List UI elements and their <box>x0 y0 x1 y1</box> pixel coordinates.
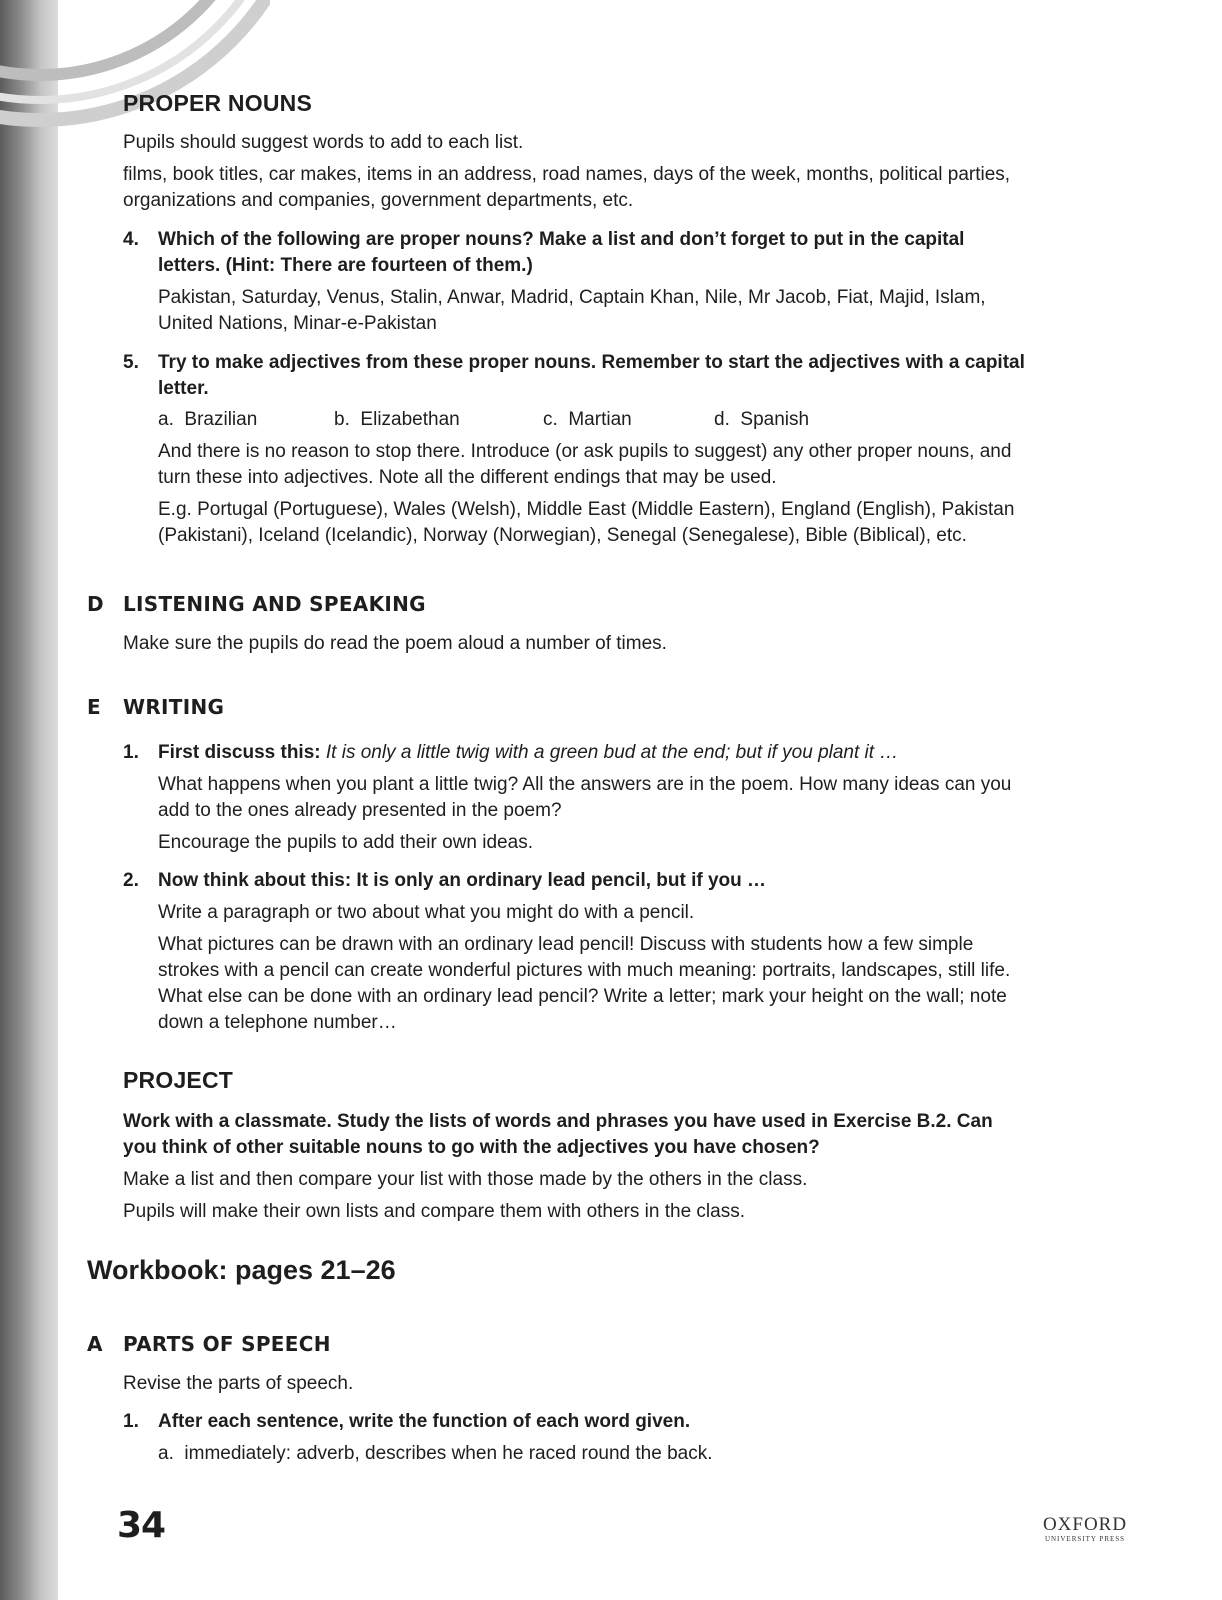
question-4-answer-line2: United Nations, Minar-e-Pakistan <box>158 313 437 334</box>
section-a-title: PARTS OF SPEECH <box>123 1332 331 1356</box>
section-d-text: Make sure the pupils do read the poem aloud a number of times. <box>123 633 667 654</box>
section-a-text: Revise the parts of speech. <box>123 1373 354 1394</box>
option-d <box>714 407 809 433</box>
option-a <box>158 407 257 433</box>
question-5-para2-line1: E.g. Portugal (Portuguese), Wales (Welsh), Middle East (Middle Eastern), England (English), Pakistan <box>158 499 1015 520</box>
option-b-letter: b. <box>334 409 350 430</box>
writing-q2-line2: Write a paragraph or two about what you might do with a pencil. <box>158 902 695 923</box>
proper-nouns-heading: PROPER NOUNS <box>123 90 312 116</box>
project-bold-line2: you think of other suitable nouns to go with the adjectives you have chosen? <box>123 1137 820 1158</box>
project-line4: Pupils will make their own lists and compare them with others in the class. <box>123 1201 745 1222</box>
writing-q1-bold: First discuss this: <box>158 742 321 763</box>
writing-q1-italic: It is only a little twig with a green bud at the end; but if you plant it … <box>325 742 899 763</box>
workbook-heading: Workbook: pages 21–26 <box>87 1255 396 1285</box>
proper-nouns-list-line1: films, book titles, car makes, items in an address, road names, days of the week, months, political parties, <box>123 164 1011 185</box>
project-bold-line1: Work with a classmate. Study the lists of words and phrases you have used in Exercise B.2. Can <box>123 1111 993 1132</box>
proper-nouns-intro: Pupils should suggest words to add to each list. <box>123 132 524 153</box>
question-5-number: 5. <box>123 352 139 373</box>
section-e-letter: E <box>87 695 101 719</box>
option-c-letter: c. <box>543 409 558 430</box>
question-5-line1: Try to make adjectives from these proper nouns. Remember to start the adjectives with a capital <box>158 352 1025 373</box>
section-a-letter: A <box>87 1332 103 1356</box>
writing-q2-para-line2: strokes with a pencil can create wonderful pictures with much meaning: portraits, landscapes, still life. <box>158 960 1011 981</box>
writing-q1-line1 <box>158 740 898 766</box>
parts-q1-item-a <box>158 1441 713 1467</box>
section-d-letter: D <box>87 592 104 616</box>
option-c <box>543 407 632 433</box>
publisher-subtitle: UNIVERSITY PRESS <box>1044 1535 1126 1543</box>
oxford-university-press-logo <box>1030 1515 1140 1544</box>
writing-q2-para-line3: What else can be done with an ordinary lead pencil? Write a letter; mark your height on the wall; note <box>158 986 1007 1007</box>
writing-q2-para-line1: What pictures can be drawn with an ordinary lead pencil! Discuss with students how a few simple <box>158 934 974 955</box>
section-e-title: WRITING <box>123 695 225 719</box>
question-4-line1: Which of the following are proper nouns? Make a list and don’t forget to put in the capital <box>158 229 965 250</box>
page-number: 34 <box>117 1505 166 1546</box>
writing-q1-number: 1. <box>123 742 139 763</box>
parts-q1-item-a-letter: a. <box>158 1443 174 1464</box>
writing-q1-line2: What happens when you plant a little twig? All the answers are in the poem. How many ideas can you <box>158 774 1012 795</box>
writing-q2-para-line4: down a telephone number… <box>158 1012 397 1033</box>
parts-q1-item-a-text: immediately: adverb, describes when he raced round the back. <box>184 1443 713 1464</box>
question-5-para1-line1: And there is no reason to stop there. Introduce (or ask pupils to suggest) any other proper nouns, and <box>158 441 1012 462</box>
option-d-letter: d. <box>714 409 730 430</box>
option-d-text: Spanish <box>740 409 810 430</box>
option-b <box>334 407 460 433</box>
project-line3: Make a list and then compare your list with those made by the others in the class. <box>123 1169 808 1190</box>
parts-q1-number: 1. <box>123 1411 139 1432</box>
parts-q1-bold: After each sentence, write the function of each word given. <box>158 1411 691 1432</box>
option-a-text: Brazilian <box>184 409 258 430</box>
question-4-answer-line1: Pakistan, Saturday, Venus, Stalin, Anwar, Madrid, Captain Khan, Nile, Mr Jacob, Fiat, Majid, Islam, <box>158 287 986 308</box>
writing-q1-line3: add to the ones already presented in the poem? <box>158 800 562 821</box>
question-4-line2: letters. (Hint: There are fourteen of them.) <box>158 255 533 276</box>
project-heading: PROJECT <box>123 1067 234 1093</box>
question-5-line2: letter. <box>158 378 209 399</box>
section-d-title: LISTENING AND SPEAKING <box>123 592 426 616</box>
question-5-para1-line2: turn these into adjectives. Note all the different endings that may be used. <box>158 467 777 488</box>
question-4-number: 4. <box>123 229 139 250</box>
option-a-letter: a. <box>158 409 174 430</box>
writing-q2-number: 2. <box>123 870 139 891</box>
option-b-text: Elizabethan <box>360 409 460 430</box>
option-c-text: Martian <box>568 409 632 430</box>
proper-nouns-list-line2: organizations and companies, government departments, etc. <box>123 190 634 211</box>
question-5-para2-line2: (Pakistani), Iceland (Icelandic), Norway (Norwegian), Senegal (Senegalese), Bible (Biblical), etc. <box>158 525 967 546</box>
writing-q1-line4: Encourage the pupils to add their own ideas. <box>158 832 533 853</box>
publisher-name: OXFORD <box>1042 1514 1128 1535</box>
writing-q2-bold: Now think about this: It is only an ordinary lead pencil, but if you … <box>158 870 767 891</box>
